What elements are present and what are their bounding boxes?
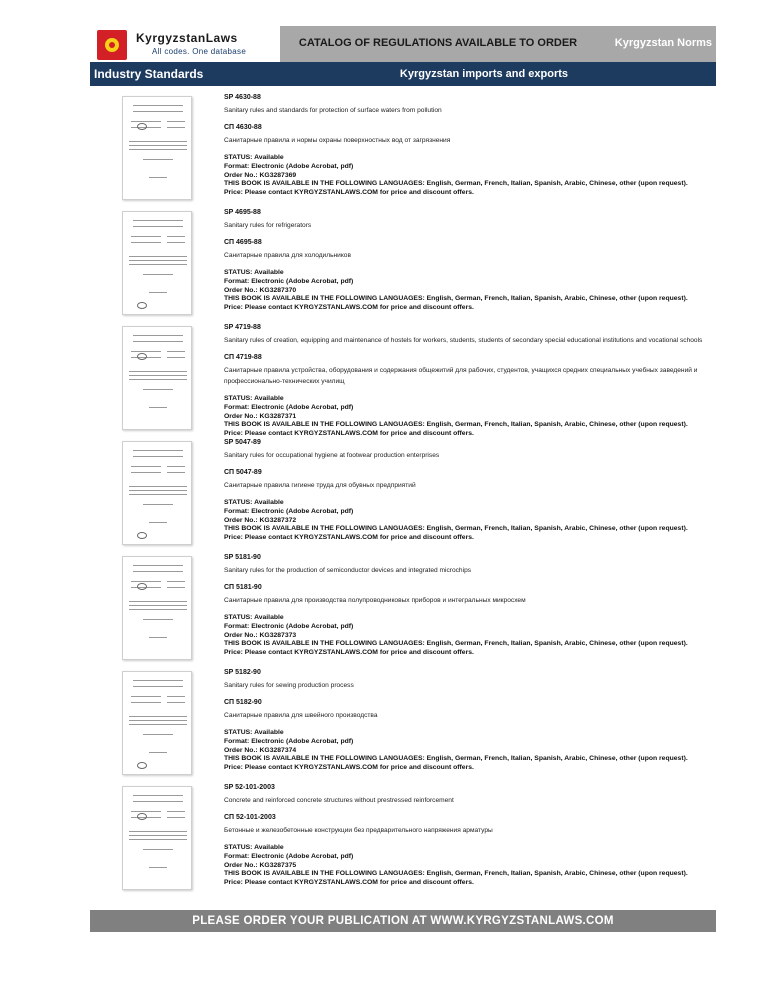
entry-price: Price: Please contact KYRGYZSTANLAWS.COM for price and discount offers.: [224, 430, 474, 438]
document-cover-thumbnail[interactable]: [122, 556, 192, 660]
entry-languages: THIS BOOK IS AVAILABLE IN THE FOLLOWING LANGUAGES: English, German, French, Italian, Spanish, Arabic, Chinese, other (upon request).: [224, 870, 688, 878]
entry-order-number: Order No.: KG3287374: [224, 746, 297, 754]
entry-languages: THIS BOOK IS AVAILABLE IN THE FOLLOWING LANGUAGES: English, German, French, Italian, Spanish, Arabic, Chinese, other (upon request).: [224, 421, 688, 429]
entry-list: [90, 94, 716, 899]
spacer: [224, 116, 716, 124]
entry-code-en: SP 5182-90: [224, 669, 261, 676]
entry-details: [224, 669, 716, 784]
entry-details: [224, 324, 716, 439]
entry-code-ru: СП 4630-88: [224, 124, 262, 131]
entry-status: STATUS: Available: [224, 154, 284, 161]
entry-title-en: Sanitary rules for sewing production process: [224, 682, 354, 689]
entry-languages: THIS BOOK IS AVAILABLE IN THE FOLLOWING LANGUAGES: English, German, French, Italian, Spanish, Arabic, Chinese, other (upon request).: [224, 755, 688, 763]
header-bar: [90, 26, 716, 62]
spacer: [224, 576, 716, 584]
thumbnail-column: [90, 94, 224, 209]
spacer: [224, 461, 716, 469]
entry-status: STATUS: Available: [224, 395, 284, 402]
spacer: [224, 346, 716, 354]
entry-code-en: SP 4719-88: [224, 324, 261, 331]
entry-format: Format: Electronic (Adobe Acrobat, pdf): [224, 277, 354, 285]
entry-code-ru: СП 4695-88: [224, 239, 262, 246]
entry-details: [224, 94, 716, 209]
spacer: [224, 606, 716, 614]
document-cover-thumbnail[interactable]: [122, 326, 192, 430]
spacer: [224, 691, 716, 699]
category-bar: [90, 62, 716, 86]
entry-title-en: Sanitary rules and standards for protection of surface waters from pollution: [224, 107, 442, 114]
entry-code-en: SP 52-101-2003: [224, 784, 275, 791]
entry-price: Price: Please contact KYRGYZSTANLAWS.COM for price and discount offers.: [224, 764, 474, 772]
entry-price: Price: Please contact KYRGYZSTANLAWS.COM for price and discount offers.: [224, 534, 474, 542]
entry-title-en: Sanitary rules for the production of semiconductor devices and integrated microchips: [224, 567, 472, 574]
list-item: [90, 554, 716, 669]
document-cover-thumbnail[interactable]: [122, 441, 192, 545]
thumbnail-column: [90, 324, 224, 439]
entry-format: Format: Electronic (Adobe Acrobat, pdf): [224, 737, 354, 745]
spacer: [224, 806, 716, 814]
list-item: [90, 669, 716, 784]
entry-title-ru: Санитарные правила устройства, оборудования и содержания общежитий для рабочих, студентов, учащихся средних специальных учебных заведений и профессионально-технических училищ: [224, 367, 698, 385]
thumbnail-column: [90, 209, 224, 324]
catalog-title: CATALOG OF REGULATIONS AVAILABLE TO ORDER: [280, 26, 596, 62]
entry-title-ru: Санитарные правила для холодильников: [224, 252, 351, 259]
entry-order-number: Order No.: KG3287371: [224, 412, 297, 420]
spacer: [224, 261, 716, 269]
entry-title-ru: Санитарные правила для швейного производства: [224, 712, 378, 719]
kyrgyz-flag-icon: [97, 30, 127, 60]
entry-title-ru: Бетонные и железобетонные конструкции без предварительного напряжения арматуры: [224, 827, 493, 834]
entry-format: Format: Electronic (Adobe Acrobat, pdf): [224, 852, 354, 860]
spacer: [224, 387, 716, 395]
entry-details: [224, 209, 716, 324]
category-title: Industry Standards: [94, 67, 204, 81]
entry-order-number: Order No.: KG3287375: [224, 861, 297, 869]
entry-languages: THIS BOOK IS AVAILABLE IN THE FOLLOWING LANGUAGES: English, German, French, Italian, Spanish, Arabic, Chinese, other (upon request).: [224, 180, 688, 188]
entry-status: STATUS: Available: [224, 729, 284, 736]
list-item: [90, 209, 716, 324]
spacer: [224, 491, 716, 499]
order-footer[interactable]: [90, 910, 716, 932]
entry-code-en: SP 4630-88: [224, 94, 261, 101]
norms-label: Kyrgyzstan Norms: [596, 26, 716, 62]
entry-code-en: SP 4695-88: [224, 209, 261, 216]
logo-name: KyrgyzstanLaws: [136, 31, 238, 45]
entry-status: STATUS: Available: [224, 614, 284, 621]
entry-title-en: Concrete and reinforced concrete structures without prestressed reinforcement: [224, 797, 454, 804]
entry-order-number: Order No.: KG3287373: [224, 631, 297, 639]
entry-details: [224, 439, 716, 554]
thumbnail-column: [90, 439, 224, 554]
entry-code-ru: СП 52-101-2003: [224, 814, 276, 821]
site-logo[interactable]: [90, 26, 280, 62]
entry-code-en: SP 5047-89: [224, 439, 261, 446]
thumbnail-column: [90, 784, 224, 899]
entry-format: Format: Electronic (Adobe Acrobat, pdf): [224, 507, 354, 515]
entry-format: Format: Electronic (Adobe Acrobat, pdf): [224, 162, 354, 170]
entry-status: STATUS: Available: [224, 499, 284, 506]
entry-order-number: Order No.: KG3287372: [224, 516, 297, 524]
entry-price: Price: Please contact KYRGYZSTANLAWS.COM for price and discount offers.: [224, 879, 474, 887]
entry-code-en: SP 5181-90: [224, 554, 261, 561]
entry-price: Price: Please contact KYRGYZSTANLAWS.COM for price and discount offers.: [224, 649, 474, 657]
spacer: [224, 836, 716, 844]
entry-languages: THIS BOOK IS AVAILABLE IN THE FOLLOWING LANGUAGES: English, German, French, Italian, Spanish, Arabic, Chinese, other (upon request).: [224, 295, 688, 303]
entry-order-number: Order No.: KG3287369: [224, 171, 297, 179]
entry-code-ru: СП 5182-90: [224, 699, 262, 706]
entry-price: Price: Please contact KYRGYZSTANLAWS.COM for price and discount offers.: [224, 189, 474, 197]
spacer: [224, 146, 716, 154]
entry-languages: THIS BOOK IS AVAILABLE IN THE FOLLOWING LANGUAGES: English, German, French, Italian, Spanish, Arabic, Chinese, other (upon request).: [224, 640, 688, 648]
entry-code-ru: СП 5047-89: [224, 469, 262, 476]
entry-title-ru: Санитарные правила и нормы охраны поверхностных вод от загрязнения: [224, 137, 451, 144]
footer-text[interactable]: PLEASE ORDER YOUR PUBLICATION AT WWW.KYRGYZSTANLAWS.COM: [192, 915, 614, 927]
entry-title-ru: Санитарные правила гигиене труда для обувных предприятий: [224, 482, 416, 489]
entry-format: Format: Electronic (Adobe Acrobat, pdf): [224, 622, 354, 630]
entry-details: [224, 554, 716, 669]
entry-languages: THIS BOOK IS AVAILABLE IN THE FOLLOWING LANGUAGES: English, German, French, Italian, Spanish, Arabic, Chinese, other (upon request).: [224, 525, 688, 533]
entry-title-en: Sanitary rules of creation, equipping and maintenance of hostels for workers, students, students of secondary special educational institutions and vocational schools: [224, 337, 703, 344]
entry-order-number: Order No.: KG3287370: [224, 286, 297, 294]
entry-code-ru: СП 5181-90: [224, 584, 262, 591]
logo-tagline: All codes. One database: [152, 47, 247, 56]
entry-title-en: Sanitary rules for occupational hygiene at footwear production enterprises: [224, 452, 440, 459]
thumbnail-column: [90, 669, 224, 784]
list-item: [90, 324, 716, 439]
category-subtitle: Kyrgyzstan imports and exports: [399, 68, 568, 80]
document-cover-thumbnail[interactable]: [122, 211, 192, 315]
document-cover-thumbnail[interactable]: [122, 786, 192, 890]
entry-title-en: Sanitary rules for refrigerators: [224, 222, 312, 229]
spacer: [224, 231, 716, 239]
entry-price: Price: Please contact KYRGYZSTANLAWS.COM for price and discount offers.: [224, 304, 474, 312]
list-item: [90, 94, 716, 209]
entry-code-ru: СП 4719-88: [224, 354, 262, 361]
entry-details: [224, 784, 716, 899]
document-cover-thumbnail[interactable]: [122, 671, 192, 775]
entry-status: STATUS: Available: [224, 269, 284, 276]
catalog-page: [90, 26, 716, 899]
entry-format: Format: Electronic (Adobe Acrobat, pdf): [224, 403, 354, 411]
entry-status: STATUS: Available: [224, 844, 284, 851]
spacer: [224, 721, 716, 729]
list-item: [90, 439, 716, 554]
entry-title-ru: Санитарные правила для производства полупроводниковых приборов и интегральных микросхем: [224, 597, 526, 604]
document-cover-thumbnail[interactable]: [122, 96, 192, 200]
list-item: [90, 784, 716, 899]
thumbnail-column: [90, 554, 224, 669]
